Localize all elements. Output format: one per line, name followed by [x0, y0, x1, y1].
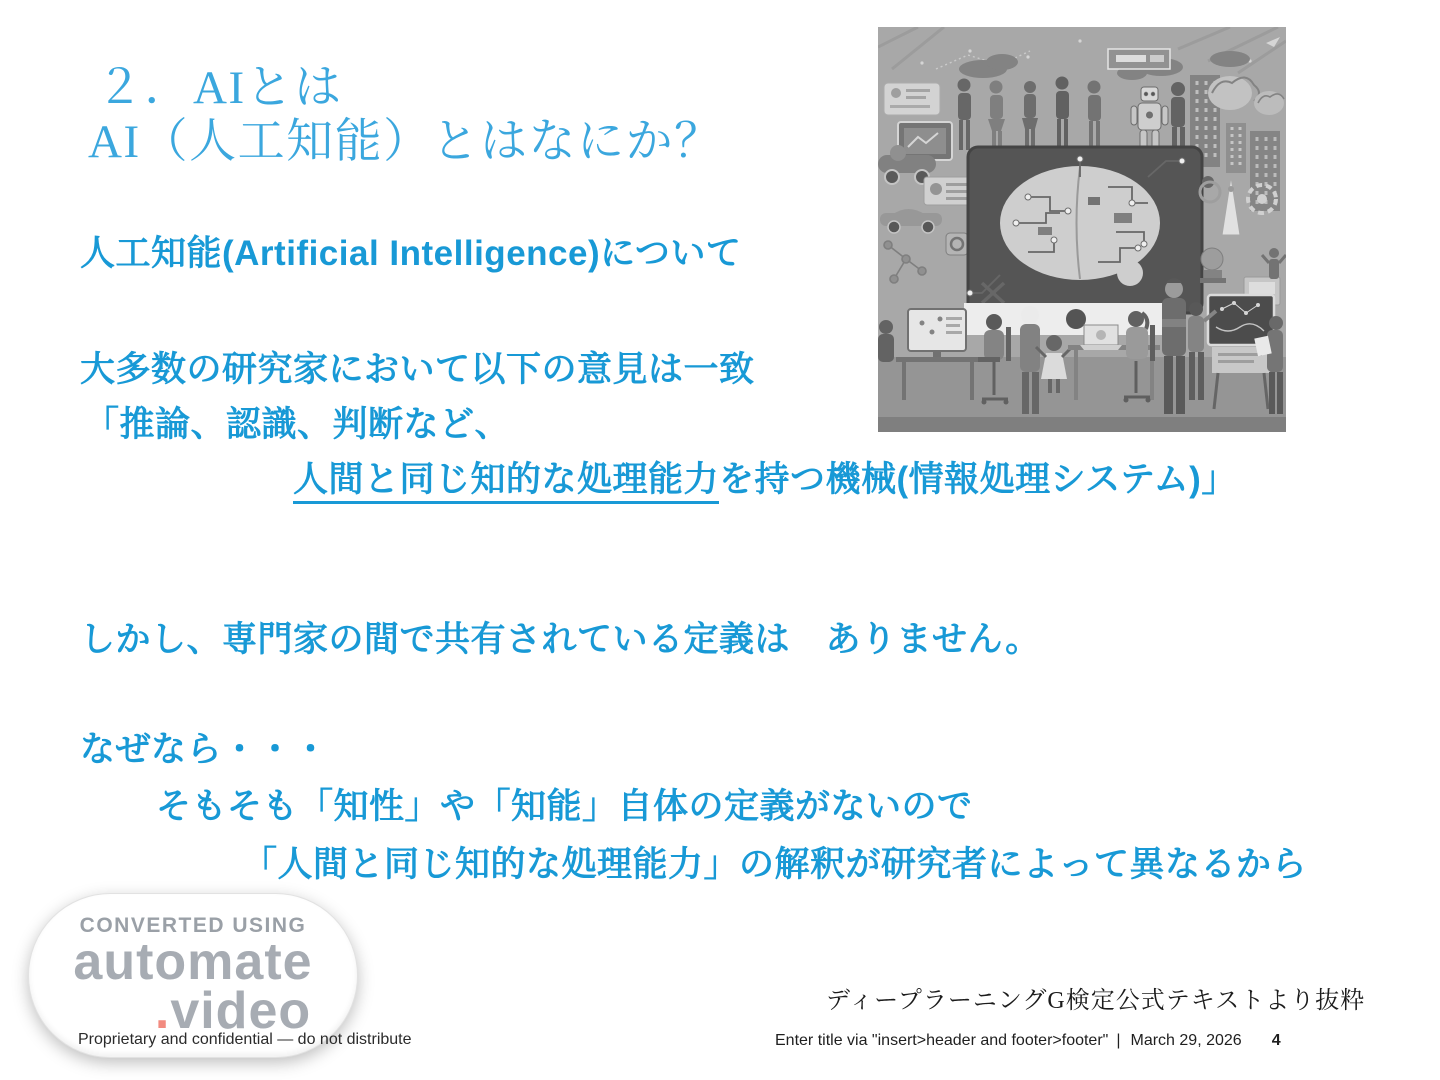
underlined-phrase: 人間と同じ知的な処理能力: [293, 460, 719, 504]
footer-date: March 29, 2026: [1130, 1032, 1242, 1049]
body-reason1: そもそも「知性」や「知能」自体の定義がないので: [156, 787, 973, 826]
footer-divider: |: [1116, 1032, 1121, 1049]
consensus-tail: を持つ機械(情報処理システム)」: [719, 460, 1237, 499]
watermark-dot: .: [154, 982, 171, 1041]
body-intro: 人工知能(Artificial Intelligence)について: [80, 234, 742, 273]
body-consensus-line1: 大多数の研究家において以下の意見は一致: [80, 350, 755, 389]
footer-title-placeholder: Enter title via "insert>header and footer>footer": [775, 1032, 1109, 1049]
watermark-brand: automate: [73, 933, 313, 991]
body-however: しかし、専門家の間で共有されている定義は ありません。: [80, 620, 1041, 659]
body-consensus-line3: [293, 452, 1237, 502]
footer-title-date: [775, 1032, 1281, 1050]
footer-confidentiality: Proprietary and confidential — do not distribute: [78, 1031, 412, 1048]
ai-illustration: [878, 27, 1286, 432]
slide-title-line1: ２．AIとは: [96, 62, 343, 114]
watermark-eyebrow: CONVERTED USING: [79, 914, 307, 937]
body-reason2: 「人間と同じ知的な処理能力」の解釈が研究者によって異なるから: [242, 845, 1308, 884]
body-because: なぜなら・・・: [80, 730, 329, 769]
watermark-brand-tld: [154, 982, 312, 1041]
watermark-tld-text: video: [170, 982, 312, 1041]
source-note: ディープラーニングG検定公式テキストより抜粋: [826, 988, 1366, 1014]
body-consensus-line2: 「推論、認識、判断など、: [84, 405, 511, 444]
page-number: 4: [1271, 1032, 1281, 1049]
slide-title-line2: AI（人工知能）とはなにか？: [88, 116, 723, 168]
